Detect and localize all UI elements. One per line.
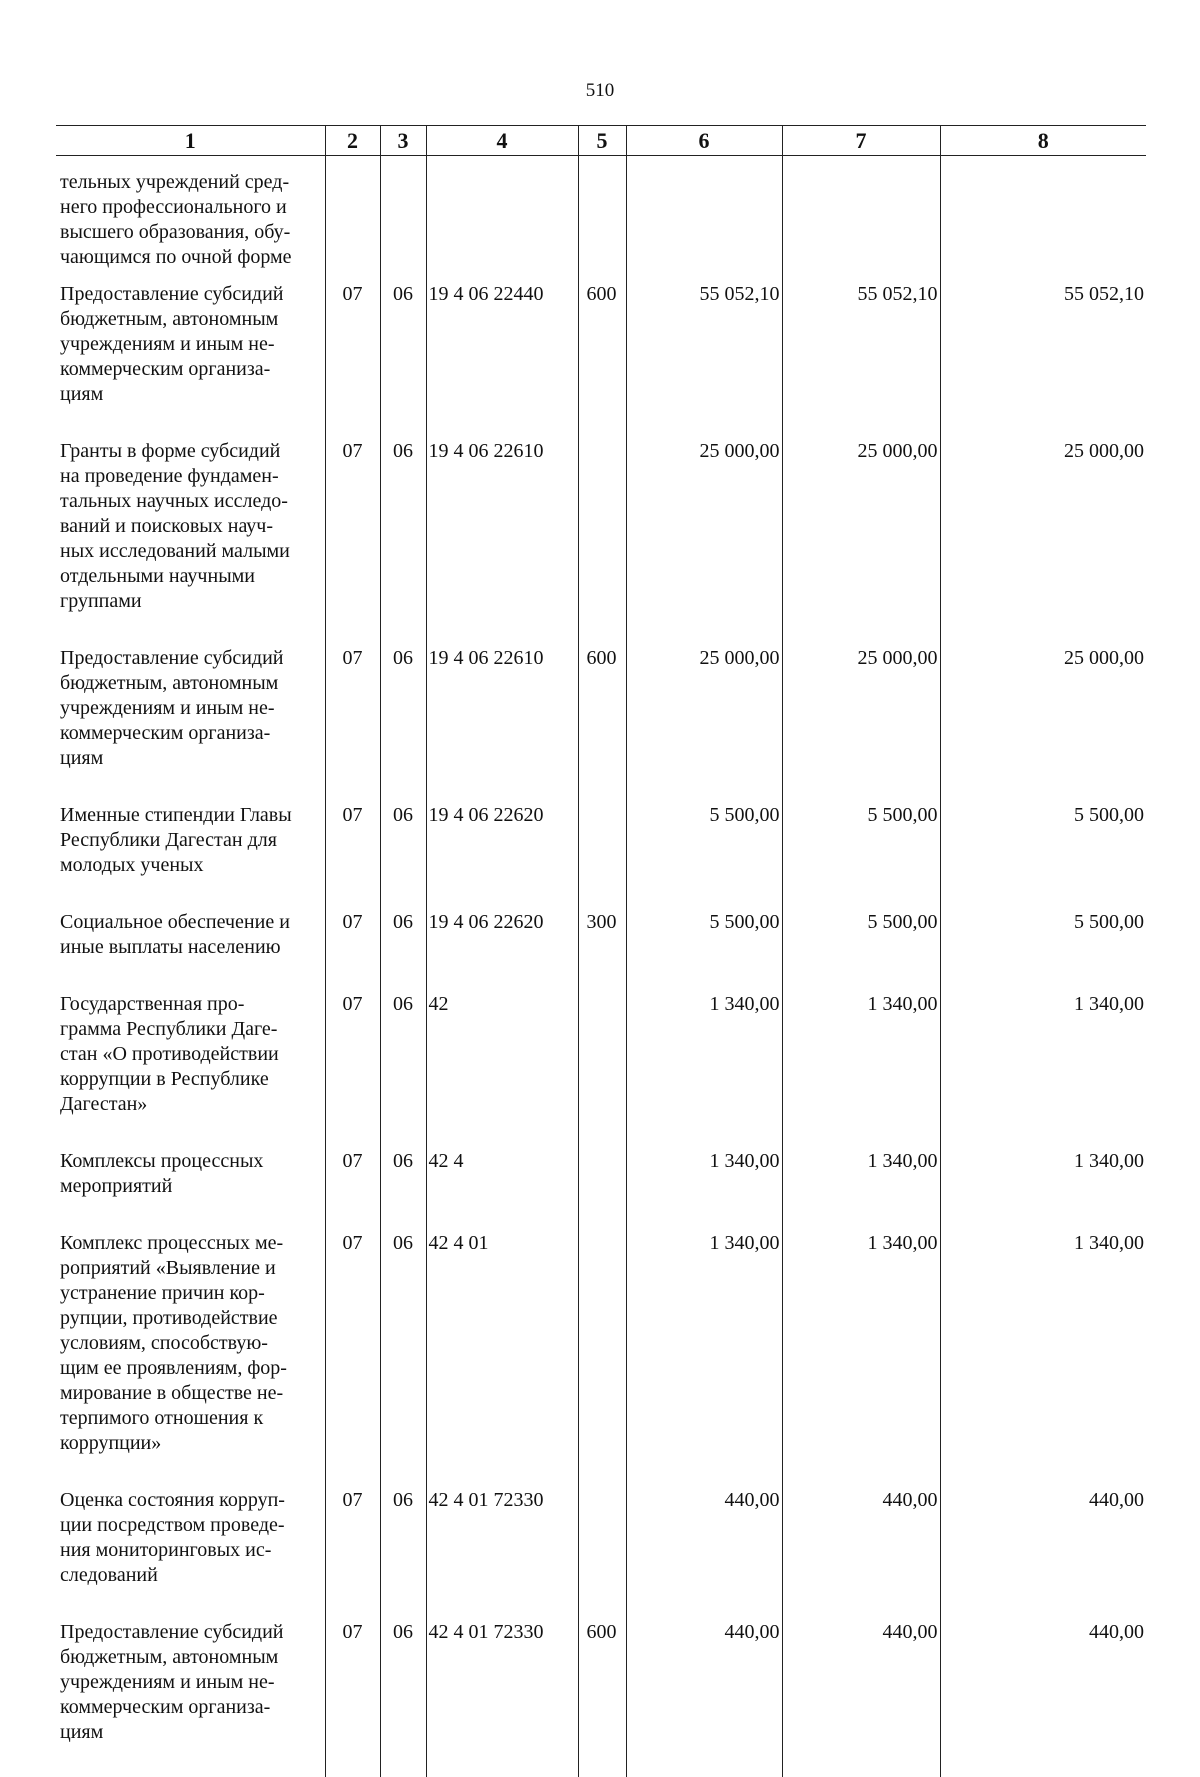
subsection-code-cell: 06 <box>380 803 426 910</box>
section-code-cell: 07 <box>325 1620 380 1777</box>
table-row <box>56 1488 1146 1620</box>
target-article-cell: 19 4 06 22440 <box>426 282 578 439</box>
subsection-code-cell <box>380 156 426 283</box>
amount-year2-cell: 25 000,00 <box>782 439 940 646</box>
amount-year3-cell: 1 340,00 <box>940 992 1146 1149</box>
column-header: 4 <box>426 126 578 156</box>
column-header: 5 <box>578 126 626 156</box>
section-code-cell: 07 <box>325 1231 380 1488</box>
row-name-cell: Социальное обеспечение и иные выплаты населению <box>56 910 325 992</box>
section-code-cell: 07 <box>325 282 380 439</box>
amount-year3-cell: 25 000,00 <box>940 439 1146 646</box>
amount-year2-cell: 1 340,00 <box>782 1231 940 1488</box>
column-header: 2 <box>325 126 380 156</box>
expense-type-cell <box>578 803 626 910</box>
column-header: 8 <box>940 126 1146 156</box>
target-article-cell <box>426 156 578 283</box>
section-code-cell <box>325 156 380 283</box>
section-code-cell: 07 <box>325 1488 380 1620</box>
amount-year3-cell: 1 340,00 <box>940 1231 1146 1488</box>
row-name-cell: Именные стипендии Главы Республики Дагестан для молодых ученых <box>56 803 325 910</box>
table-row <box>56 156 1146 283</box>
amount-year2-cell: 55 052,10 <box>782 282 940 439</box>
target-article-cell: 19 4 06 22610 <box>426 439 578 646</box>
section-code-cell: 07 <box>325 910 380 992</box>
section-code-cell: 07 <box>325 992 380 1149</box>
target-article-cell: 19 4 06 22610 <box>426 646 578 803</box>
column-header: 6 <box>626 126 782 156</box>
target-article-cell: 19 4 06 22620 <box>426 803 578 910</box>
amount-year1-cell <box>626 156 782 283</box>
section-code-cell: 07 <box>325 1149 380 1231</box>
amount-year1-cell: 25 000,00 <box>626 439 782 646</box>
amount-year3-cell <box>940 156 1146 283</box>
section-code-cell: 07 <box>325 803 380 910</box>
amount-year1-cell: 1 340,00 <box>626 1231 782 1488</box>
amount-year2-cell: 5 500,00 <box>782 803 940 910</box>
amount-year1-cell: 5 500,00 <box>626 910 782 992</box>
amount-year1-cell: 440,00 <box>626 1620 782 1777</box>
expense-type-cell <box>578 1149 626 1231</box>
subsection-code-cell: 06 <box>380 1149 426 1231</box>
row-name-cell: Оценка состояния корруп- ции посредством проведе- ния мониторинговых ис- следований <box>56 1488 325 1620</box>
section-code-cell: 07 <box>325 646 380 803</box>
table-row <box>56 439 1146 646</box>
row-name-cell: тельных учреждений сред- него профессионального и высшего образования, обу- чающимся по очной форме <box>56 156 325 283</box>
table-row <box>56 992 1146 1149</box>
amount-year2-cell: 25 000,00 <box>782 646 940 803</box>
expense-type-cell: 600 <box>578 646 626 803</box>
budget-table <box>56 125 1146 1777</box>
table-row <box>56 1620 1146 1777</box>
amount-year2-cell <box>782 156 940 283</box>
amount-year1-cell: 25 000,00 <box>626 646 782 803</box>
table-row <box>56 803 1146 910</box>
expense-type-cell <box>578 156 626 283</box>
target-article-cell: 19 4 06 22620 <box>426 910 578 992</box>
table-row <box>56 646 1146 803</box>
amount-year2-cell: 1 340,00 <box>782 1149 940 1231</box>
row-name-cell: Государственная про- грамма Республики Даге- стан «О противодействии коррупции в Республике Дагестан» <box>56 992 325 1149</box>
column-header: 3 <box>380 126 426 156</box>
expense-type-cell <box>578 1231 626 1488</box>
expense-type-cell: 600 <box>578 282 626 439</box>
row-name-cell: Предоставление субсидий бюджетным, автономным учреждениям и иным не- коммерческим организа- циям <box>56 282 325 439</box>
subsection-code-cell: 06 <box>380 992 426 1149</box>
target-article-cell: 42 <box>426 992 578 1149</box>
table-row <box>56 1149 1146 1231</box>
target-article-cell: 42 4 <box>426 1149 578 1231</box>
expense-type-cell <box>578 1488 626 1620</box>
amount-year3-cell: 5 500,00 <box>940 910 1146 992</box>
target-article-cell: 42 4 01 <box>426 1231 578 1488</box>
section-code-cell: 07 <box>325 439 380 646</box>
table-body <box>56 156 1146 1777</box>
amount-year3-cell: 440,00 <box>940 1620 1146 1777</box>
amount-year2-cell: 440,00 <box>782 1620 940 1777</box>
subsection-code-cell: 06 <box>380 646 426 803</box>
row-name-cell: Комплекс процессных ме- роприятий «Выявление и устранение причин кор- рупции, противодействие условиям, способствую- щим ее проявлениям, фор- мирование в обществе не- терпимого отношения к коррупции» <box>56 1231 325 1488</box>
column-header: 7 <box>782 126 940 156</box>
amount-year1-cell: 1 340,00 <box>626 1149 782 1231</box>
row-name-cell: Предоставление субсидий бюджетным, автономным учреждениям и иным не- коммерческим организа- циям <box>56 646 325 803</box>
amount-year3-cell: 1 340,00 <box>940 1149 1146 1231</box>
table-header-row <box>56 126 1146 156</box>
expense-type-cell: 300 <box>578 910 626 992</box>
subsection-code-cell: 06 <box>380 1231 426 1488</box>
subsection-code-cell: 06 <box>380 910 426 992</box>
amount-year1-cell: 55 052,10 <box>626 282 782 439</box>
subsection-code-cell: 06 <box>380 1620 426 1777</box>
table-row <box>56 1231 1146 1488</box>
amount-year2-cell: 440,00 <box>782 1488 940 1620</box>
target-article-cell: 42 4 01 72330 <box>426 1488 578 1620</box>
amount-year3-cell: 25 000,00 <box>940 646 1146 803</box>
row-name-cell: Гранты в форме субсидий на проведение фундамен- тальных научных исследо- ваний и поисковых науч- ных исследований малыми отдельными научными группами <box>56 439 325 646</box>
amount-year3-cell: 440,00 <box>940 1488 1146 1620</box>
amount-year1-cell: 1 340,00 <box>626 992 782 1149</box>
subsection-code-cell: 06 <box>380 439 426 646</box>
expense-type-cell <box>578 992 626 1149</box>
expense-type-cell <box>578 439 626 646</box>
row-name-cell: Комплексы процессных мероприятий <box>56 1149 325 1231</box>
expense-type-cell: 600 <box>578 1620 626 1777</box>
target-article-cell: 42 4 01 72330 <box>426 1620 578 1777</box>
amount-year2-cell: 5 500,00 <box>782 910 940 992</box>
row-name-cell: Предоставление субсидий бюджетным, автономным учреждениям и иным не- коммерческим организа- циям <box>56 1620 325 1777</box>
column-header: 1 <box>56 126 325 156</box>
amount-year1-cell: 440,00 <box>626 1488 782 1620</box>
subsection-code-cell: 06 <box>380 1488 426 1620</box>
subsection-code-cell: 06 <box>380 282 426 439</box>
amount-year3-cell: 5 500,00 <box>940 803 1146 910</box>
page-number: 510 <box>0 80 1200 102</box>
amount-year1-cell: 5 500,00 <box>626 803 782 910</box>
amount-year3-cell: 55 052,10 <box>940 282 1146 439</box>
table-row <box>56 910 1146 992</box>
table-row <box>56 282 1146 439</box>
amount-year2-cell: 1 340,00 <box>782 992 940 1149</box>
